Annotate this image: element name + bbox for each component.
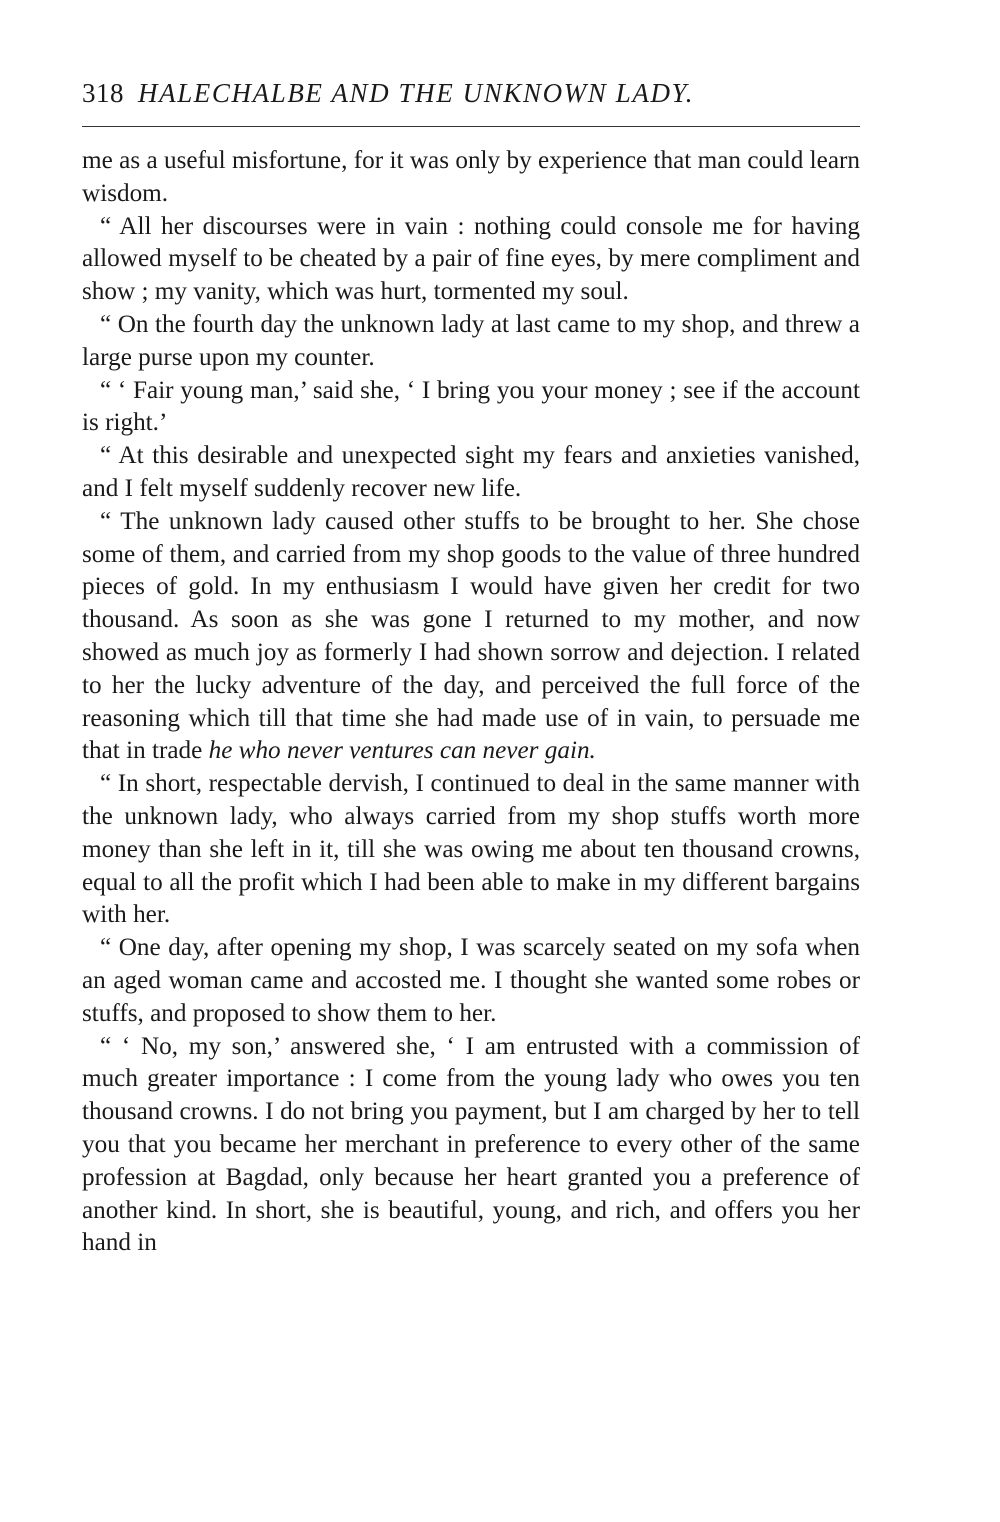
running-head (82, 78, 860, 122)
running-title: HALECHALBE AND THE UNKNOWN LADY. (138, 78, 695, 108)
book-page (82, 78, 860, 1260)
paragraph-7: “ In short, respectable dervish, I continued to deal in the same manner with the unknown lady, who always carried from my shop stuffs worth more money than she left in it, till she was owing me about ten thousand crowns, equal to all the profit which I had been able to make in my different bargains with her. (82, 770, 860, 929)
paragraph-8: “ One day, after opening my shop, I was scarcely seated on my sofa when an aged woman came and accosted me. I thought she wanted some robes or stuffs, and proposed to show them to her. (82, 934, 860, 1027)
italic-proverb: he who never ventures can never gain. (208, 737, 596, 765)
header-rule (82, 126, 860, 127)
paragraph-9: “ ‘ No, my son,’ answered she, ‘ I am entrusted with a commission of much greater importance : I come from the young lady who owes you ten thousand crowns. I do not bring you payment, but I am charged by her to tell you that you became her merchant in preference to every other of the same profession at Bagdad, only because her heart granted you a preference of another kind. In short, she is beautiful, young, and rich, and offers you her hand in (82, 1032, 860, 1257)
paragraph-3: “ On the fourth day the unknown lady at last came to my shop, and threw a large purse upon my counter. (82, 310, 860, 371)
paragraph-4: “ ‘ Fair young man,’ said she, ‘ I bring you your money ; see if the account is right.’ (82, 376, 860, 437)
paragraph-6-text: “ The unknown lady caused other stuffs to be brought to her. She chose some of them, and carried from my shop goods to the value of three hundred pieces of gold. In my enthusiasm I would have given her credit for two thousand. As soon as she was gone I returned to my mother, and now showed as much joy as formerly I had shown sorrow and dejection. I related to her the lucky adventure of the day, and perceived the full force of the reasoning which till that time she had made use of in vain, to persuade me that in trade (82, 507, 860, 765)
paragraph-6 (82, 506, 860, 768)
paragraph-2: “ All her discourses were in vain : nothing could console me for having allowed myself to be cheated by a pair of fine eyes, by mere compliment and show ; my vanity, which was hurt, tormented my soul. (82, 212, 860, 306)
page-number: 318 (82, 78, 124, 108)
paragraph-5: “ At this desirable and unexpected sight my fears and anxieties vanished, and I felt myself suddenly recover new life. (82, 442, 860, 502)
paragraph-1: me as a useful misfortune, for it was only by experience that man could learn wisdom. (82, 147, 860, 207)
body-text (82, 145, 860, 1260)
